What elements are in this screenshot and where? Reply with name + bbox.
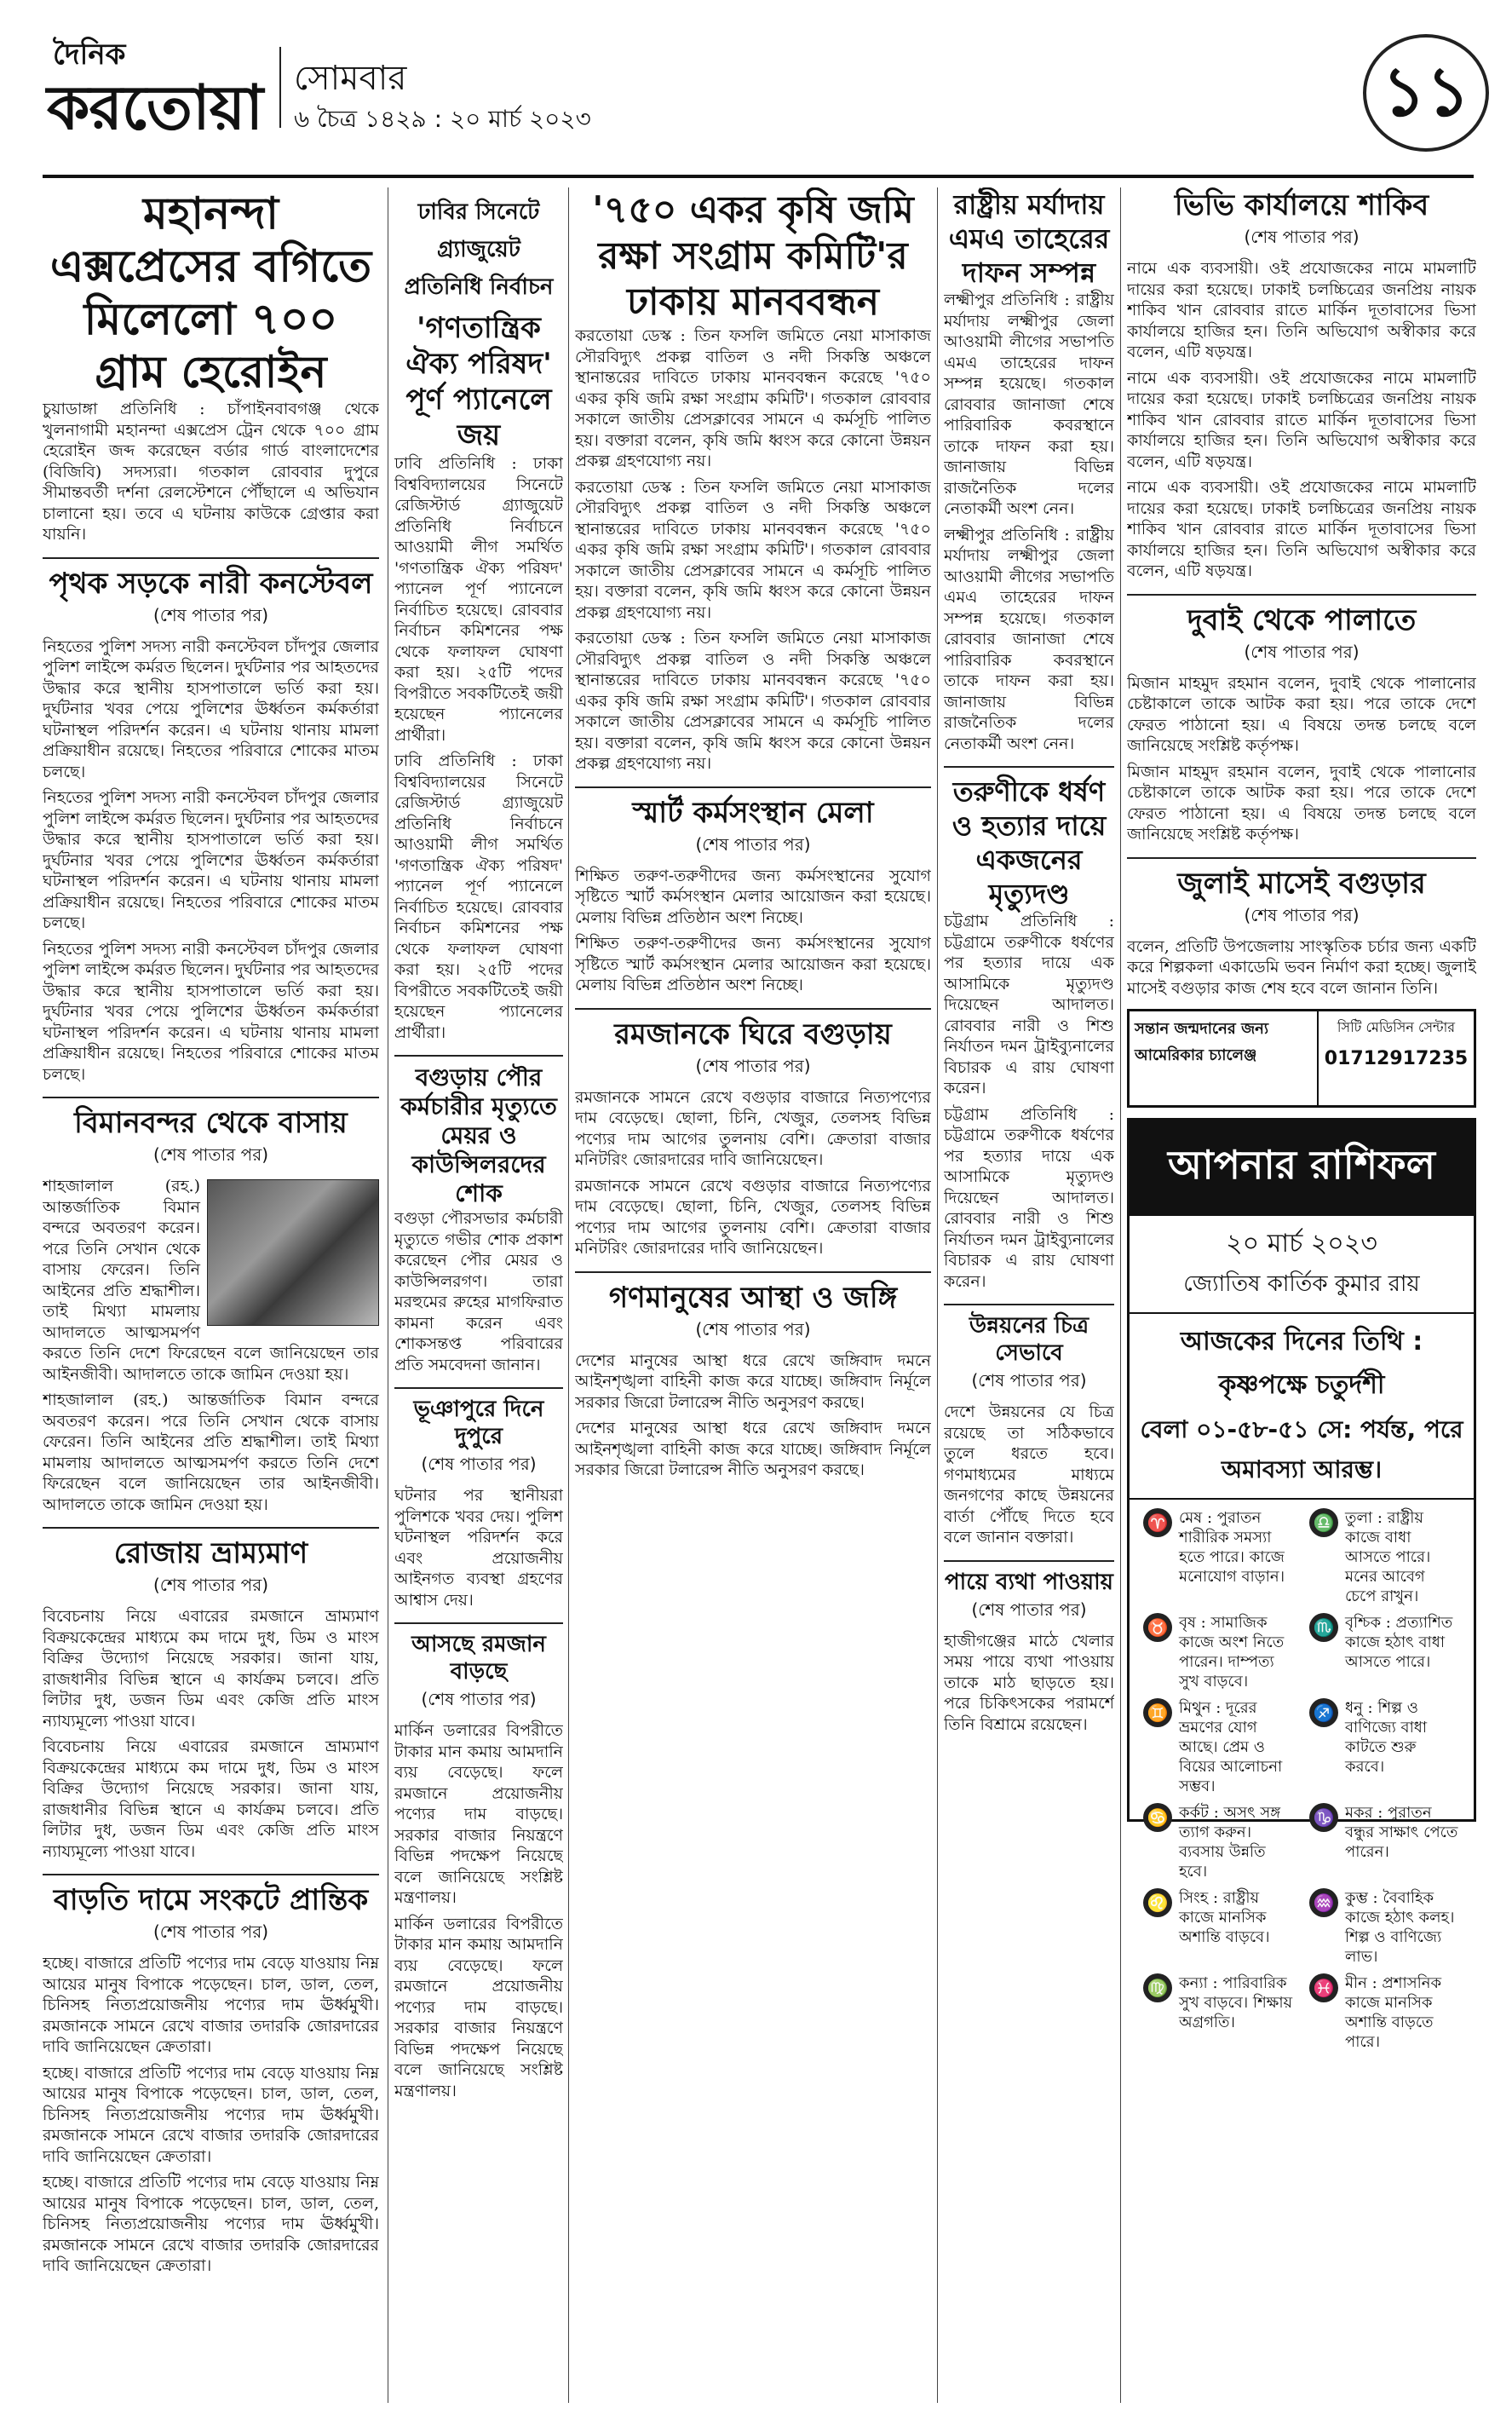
zodiac-text: বৃষ : সামাজিক কাজে অংশ নিতে পারেন। দাম্পত্য সুখ বাড়বে। [1179,1614,1285,1691]
article-body: দেশের মানুষের আস্থা ধরে রেখে জঙ্গিবাদ দমনে আইনশৃঙ্খলা বাহিনী কাজ করে যাচ্ছে। জঙ্গিবাদ নির্মূলে সরকার জিরো টলারেন্স নীতি অনুসরণ করছে। [575,1351,931,1412]
headline[interactable]: বগুড়ায় পৌর কর্মচারীর মৃত্যুতে মেয়র ও কাউন্সিলরদের শোক [400,1063,557,1207]
zodiac-entry [1143,1698,1294,1796]
divider [944,766,1114,768]
article-body: হাজীগঞ্জের মাঠে খেলার সময় পায়ে ব্যথা পাওয়ায় তাকে মাঠ ছাড়তে হয়। পরে চিকিৎসকের পরামর্শে তিনি বিশ্রামে রয়েছেন। [944,1631,1114,1734]
article-body: করতোয়া ডেস্ক : তিন ফসলি জমিতে নেয়া মাসাকাজ সৌরবিদ্যুৎ প্রকল্প বাতিল ও নদী সিকস্তি অঞ্চলে স্থানান্তরের দাবিতে ঢাকায় মানববন্ধন করেছে '৭৫০ একর কৃষি জমি রক্ষা সংগ্রাম কমিটি'। গতকাল রোববার সকালে জাতীয় প্রেসক্লাবের সামনে এ কর্মসূচি পালিত হয়। বক্তারা বলেন, কৃষি জমি ধ্বংস করে কোনো উন্নয়ন প্রকল্প গ্রহণযোগ্য নয়। [575,629,931,773]
zodiac-text: কুম্ভ : বৈবাহিক কাজে হঠাৎ কলহ। শিল্প ও বাণিজ্যে লাভ। [1345,1889,1455,1966]
issue-day: সোমবার [294,59,407,98]
headline[interactable]: রমজানকে ঘিরে বগুড়ায় [614,1017,892,1051]
article-body: শিক্ষিত তরুণ-তরুণীদের জন্য কর্মসংস্থানের সুযোগ সৃষ্টিতে স্মার্ট কর্মসংস্থান মেলার আয়োজন করা হয়েছে। মেলায় বিভিন্ন প্রতিষ্ঠান অংশ নিচ্ছে। [575,934,931,994]
column-divider [937,187,938,2403]
zodiac-entry [1309,1508,1460,1606]
continued-note: (শেষ পাতার পর) [421,1689,537,1709]
ad-text: সন্তান জন্মদানের জন্য আমেরিকার চ্যালেঞ্জ [1135,1020,1269,1064]
article-body: নামে এক ব্যবসায়ী। ওই প্রযোজকের নামে মামলাটি দায়ের করা হয়েছে। ঢাকাই চলচ্চিত্রের জনপ্রিয় নায়ক শাকিব খান রোববার রাতে মার্কিন দূতাবাসের ভিসা কার্যালয়ে হাজির হন। তিনি অভিযোগ অস্বীকার করে বলেন, এটি ষড়যন্ত্র। [1127,478,1476,580]
article-body: লক্ষ্মীপুর প্রতিনিধি : রাষ্ট্রীয় মর্যাদায় লক্ষ্মীপুর জেলা আওয়ামী লীগের সভাপতি এমএ তাহেরের দাফন সম্পন্ন হয়েছে। গতকাল রোববার জানাজা শেষে পারিবারিক কবরস্থানে তাকে দাফন করা হয়। জানাজায় বিভিন্ন রাজনৈতিক দলের নেতাকর্মী অংশ নেন। [944,291,1114,518]
headline[interactable]: দুবাই থেকে পালাতে [1187,602,1417,637]
headline[interactable]: জুলাই মাসেই বগুড়ার [1177,866,1426,901]
advertisement[interactable] [1127,1009,1476,1108]
article-body: মার্কিন ডলারের বিপরীতে টাকার মান কমায় আমদানি ব্যয় বেড়েছে। ফলে রমজানে প্রয়োজনীয় পণ্যের দাম বাড়ছে। সরকার বাজার নিয়ন্ত্রণে বিভিন্ন পদক্ষেপ নিয়েছে বলে জানিয়েছে সংশ্লিষ্ট মন্ত্রণালয়। [394,1721,563,1907]
page-number: ১১ [1363,34,1489,152]
article-body: নামে এক ব্যবসায়ী। ওই প্রযোজকের নামে মামলাটি দায়ের করা হয়েছে। ঢাকাই চলচ্চিত্রের জনপ্রিয় নায়ক শাকিব খান রোববার রাতে মার্কিন দূতাবাসের ভিসা কার্যালয়ে হাজির হন। তিনি অভিযোগ অস্বীকার করে বলেন, এটি ষড়যন্ত্র। [1127,368,1476,471]
article-body: মিজান মাহমুদ রহমান বলেন, দুবাই থেকে পালানোর চেষ্টাকালে তাকে আটক করা হয়। পরে তাকে দেশে ফেরত পাঠানো হয়। এ বিষয়ে তদন্ত চলছে বলে জানিয়েছে সংশ্লিষ্ট কর্তৃপক্ষ। [1127,673,1476,755]
article-body: ঢাবি প্রতিনিধি : ঢাকা বিশ্ববিদ্যালয়ের সিনেটে রেজিস্টার্ড গ্র্যাজুয়েট প্রতিনিধি নির্বাচনে আওয়ামী লীগ সমর্থিত 'গণতান্ত্রিক ঐক্য পরিষদ' প্যানেল পূর্ণ প্যানেলে নির্বাচিত হয়েছে। রোববার নির্বাচন কমিশনের পক্ষ থেকে ফলাফল ঘোষণা করা হয়। ২৫টি পদের বিপরীতে সবকটিতেই জয়ী হয়েছেন প্যানেলের প্রার্থীরা। [394,454,563,745]
zodiac-entry [1309,1698,1460,1796]
headline[interactable]: গণমানুষের আস্থা ও জঙ্গি [608,1280,898,1315]
continued-note: (শেষ পাতার পর) [971,1370,1087,1391]
zodiac-icon: ♒ [1309,1888,1338,1917]
headline[interactable]: মহানন্দা এক্সপ্রেসের বগিতে মিলেলো ৭০০ গ্রাম হেরোইন [49,188,372,398]
zodiac-icon: ♉ [1143,1613,1172,1642]
continued-note: (শেষ পাতার পর) [152,1144,269,1165]
zodiac-icon: ♑ [1309,1803,1338,1832]
continued-note: (শেষ পাতার পর) [695,833,811,855]
article-body: নিহতের পুলিশ সদস্য নারী কনস্টেবল চাঁদপুর জেলার পুলিশ লাইন্সে কর্মরত ছিলেন। দুর্ঘটনার পর আহতদের উদ্ধার করে স্থানীয় হাসপাতালে ভর্তি করা হয়। দুর্ঘটনার খবর পেয়ে পুলিশের ঊর্ধ্বতন কর্মকর্তারা ঘটনাস্থল পরিদর্শন করেন। এ ঘটনায় থানায় মামলা প্রক্রিয়াধীন রয়েছে। নিহতের পরিবারে শোকের মাতম চলছে। [43,637,379,781]
article-body: বিবেচনায় নিয়ে এবারের রমজানে ভ্রাম্যমাণ বিক্রয়কেন্দ্রের মাধ্যমে কম দামে দুধ, ডিম ও মাংস বিক্রির উদ্যোগ নিয়েছে সরকার। জানা যায়, রাজধানীর বিভিন্ন স্থানে এ কার্যক্রম চলবে। প্রতি লিটার দুধ, ডজন ডিম এবং কেজি প্রতি মাংস ন্যায্যমূল্যে পাওয়া যাবে। [43,1607,379,1731]
headline[interactable]: ভিভি কার্যালয়ে শাকিব [1174,188,1429,222]
article-body: দেশে উন্নয়নের যে চিত্র রয়েছে তা সঠিকভাবে তুলে ধরতে হবে। গণমাধ্যমের মাধ্যমে জনগণের কাছে উন্নয়নের বার্তা পৌঁছে দিতে হবে বলে জানান বক্তারা। [944,1403,1114,1547]
continued-note: (শেষ পাতার পর) [1244,904,1360,925]
headline[interactable]: উন্নয়নের চিত্র সেভাবে [969,1313,1089,1366]
article-body: নিহতের পুলিশ সদস্য নারী কনস্টেবল চাঁদপুর জেলার পুলিশ লাইন্সে কর্মরত ছিলেন। দুর্ঘটনার পর আহতদের উদ্ধার করে স্থানীয় হাসপাতালে ভর্তি করা হয়। দুর্ঘটনার খবর পেয়ে পুলিশের ঊর্ধ্বতন কর্মকর্তারা ঘটনাস্থল পরিদর্শন করেন। এ ঘটনায় থানায় মামলা প্রক্রিয়াধীন রয়েছে। নিহতের পরিবারে শোকের মাতম চলছে। [43,939,379,1084]
article-body: দেশের মানুষের আস্থা ধরে রেখে জঙ্গিবাদ দমনে আইনশৃঙ্খলা বাহিনী কাজ করে যাচ্ছে। জঙ্গিবাদ নির্মূলে সরকার জিরো টলারেন্স নীতি অনুসরণ করছে। [575,1419,931,1479]
column-1 [43,187,379,2403]
tithi-text: আজকের দিনের তিথি : কৃষ্ণপক্ষে চতুর্দশী [1180,1327,1423,1400]
horoscope-date: ২০ মার্চ ২০২৩ [1226,1229,1377,1259]
article-body: ঘটনার পর স্থানীয়রা পুলিশকে খবর দেয়। পুলিশ ঘটনাস্থল পরিদর্শন করে এবং প্রয়োজনীয় আইনগত ব্যবস্থা গ্রহণের আশ্বাস দেয়। [394,1486,563,1610]
ad-phone: 01712917235 [1324,1048,1469,1069]
headline[interactable]: রাষ্ট্রীয় মর্যাদায় এমএ তাহেরের দাফন সম্পন্ন [948,188,1110,289]
divider [394,1387,563,1389]
article-body: করতোয়া ডেস্ক : তিন ফসলি জমিতে নেয়া মাসাকাজ সৌরবিদ্যুৎ প্রকল্প বাতিল ও নদী সিকস্তি অঞ্চলে স্থানান্তরের দাবিতে ঢাকায় মানববন্ধন করেছে '৭৫০ একর কৃষি জমি রক্ষা সংগ্রাম কমিটি'। গতকাল রোববার সকালে জাতীয় প্রেসক্লাবের সামনে এ কর্মসূচি পালিত হয়। বক্তারা বলেন, কৃষি জমি ধ্বংস করে কোনো উন্নয়ন প্রকল্প গ্রহণযোগ্য নয়। [575,326,931,470]
divider [575,1008,931,1010]
zodiac-icon: ♏ [1309,1613,1338,1642]
zodiac-entry [1143,1803,1294,1881]
divider [575,1271,931,1273]
article-body: ঢাবি প্রতিনিধি : ঢাকা বিশ্ববিদ্যালয়ের সিনেটে রেজিস্টার্ড গ্র্যাজুয়েট প্রতিনিধি নির্বাচনে আওয়ামী লীগ সমর্থিত 'গণতান্ত্রিক ঐক্য পরিষদ' প্যানেল পূর্ণ প্যানেলে নির্বাচিত হয়েছে। রোববার নির্বাচন কমিশনের পক্ষ থেকে ফলাফল ঘোষণা করা হয়। ২৫টি পদের বিপরীতে সবকটিতেই জয়ী হয়েছেন প্যানেলের প্রার্থীরা। [394,752,563,1042]
article-body: হচ্ছে। বাজারে প্রতিটি পণ্যের দাম বেড়ে যাওয়ায় নিম্ন আয়ের মানুষ বিপাকে পড়েছেন। চাল, ডাল, তেল, চিনিসহ নিত্যপ্রয়োজনীয় পণ্যের দাম ঊর্ধ্বমুখী। রমজানকে সামনে রেখে বাজার তদারকি জোরদারের দাবি জানিয়েছেন ক্রেতারা। [43,1954,379,2056]
continued-note: (শেষ পাতার পর) [152,604,269,625]
zodiac-text: মিথুন : দূরের ভ্রমণের যোগ আছে। প্রেম ও বিয়ের আলোচনা সম্ভব। [1179,1699,1283,1795]
zodiac-icon: ♋ [1143,1803,1172,1832]
article-body: হচ্ছে। বাজারে প্রতিটি পণ্যের দাম বেড়ে যাওয়ায় নিম্ন আয়ের মানুষ বিপাকে পড়েছেন। চাল, ডাল, তেল, চিনিসহ নিত্যপ্রয়োজনীয় পণ্যের দাম ঊর্ধ্বমুখী। রমজানকে সামনে রেখে বাজার তদারকি জোরদারের দাবি জানিয়েছেন ক্রেতারা। [43,2063,379,2166]
article-body: শিক্ষিত তরুণ-তরুণীদের জন্য কর্মসংস্থানের সুযোগ সৃষ্টিতে স্মার্ট কর্মসংস্থান মেলার আয়োজন করা হয়েছে। মেলায় বিভিন্ন প্রতিষ্ঠান অংশ নিচ্ছে। [575,866,931,927]
article-body: চুয়াডাঙ্গা প্রতিনিধি : চাঁপাইনবাবগঞ্জ থেকে খুলনাগামী মহানন্দা এক্সপ্রেস ট্রেন থেকে ৭০০ গ্রাম হেরোইন জব্দ করেছেন বর্ডার গার্ড বাংলাদেশের (বিজিবি) সদস্যরা। গতকাল রোববার দুপুরে সীমান্তবর্তী দর্শনা রেলস্টেশনে পৌঁছালে এ অভিযান চালানো হয়। তবে এ ঘটনায় কাউকে গ্রেপ্তার করা যায়নি। [43,400,379,544]
continued-note: (শেষ পাতার পর) [695,1318,811,1339]
article-body: নিহতের পুলিশ সদস্য নারী কনস্টেবল চাঁদপুর জেলার পুলিশ লাইন্সে কর্মরত ছিলেন। দুর্ঘটনার পর আহতদের উদ্ধার করে স্থানীয় হাসপাতালে ভর্তি করা হয়। দুর্ঘটনার খবর পেয়ে পুলিশের ঊর্ধ্বতন কর্মকর্তারা ঘটনাস্থল পরিদর্শন করেন। এ ঘটনায় থানায় মামলা প্রক্রিয়াধীন রয়েছে। নিহতের পরিবারে শোকের মাতম চলছে। [43,788,379,932]
horoscope-author: জ্যোতিষ কার্তিক কুমার রায় [1183,1271,1420,1297]
zodiac-text: মেষ : পুরাতন শারীরিক সমস্যা হতে পারে। কাজে মনোযোগ বাড়ান। [1179,1509,1285,1586]
zodiac-text: সিংহ : রাষ্ট্রীয় কাজে মানসিক অশান্তি বাড়বে। [1179,1889,1270,1946]
headline[interactable]: রোজায় ভ্রাম্যমাণ [113,1536,308,1570]
issue-date: ৬ চৈত্র ১৪২৯ : ২০ মার্চ ২০২৩ [294,105,591,133]
divider [1127,594,1476,596]
divider [1127,857,1476,859]
zodiac-entry [1309,1803,1460,1881]
headline[interactable]: আসছে রমজান বাড়ছে [411,1632,546,1685]
headline[interactable]: বাড়তি দামে সংকটে প্রান্তিক [53,1883,369,1917]
zodiac-text: তুলা : রাষ্ট্রীয় কাজে বাধা আসতে পারে। মনের আবেগ চেপে রাখুন। [1345,1509,1431,1605]
zodiac-entry [1309,1973,1460,2052]
article-body: চট্টগ্রাম প্রতিনিধি : চট্টগ্রামে তরুণীকে ধর্ষণের পর হত্যার দায়ে এক আসামিকে মৃত্যুদণ্ড দিয়েছেন আদালত। রোববার নারী ও শিশু নির্যাতন দমন ট্রাইব্যুনালের বিচারক এ রায় ঘোষণা করেন। [944,1104,1114,1291]
zodiac-entry [1143,1508,1294,1606]
column-4 [944,187,1114,2403]
article-body: বলেন, প্রতিটি উপজেলায় সাংস্কৃতিক চর্চার জন্য একটি করে শিল্পকলা একাডেমি ভবন নির্মাণ করা হচ্ছে। জুলাই মাসেই বগুড়ার কাজ শেষ হবে বলে জানান তিনি। [1127,936,1476,998]
article-body: করতোয়া ডেস্ক : তিন ফসলি জমিতে নেয়া মাসাকাজ সৌরবিদ্যুৎ প্রকল্প বাতিল ও নদী সিকস্তি অঞ্চলে স্থানান্তরের দাবিতে ঢাকায় মানববন্ধন করেছে '৭৫০ একর কৃষি জমি রক্ষা সংগ্রাম কমিটি'। গতকাল রোববার সকালে জাতীয় প্রেসক্লাবের সামনে এ কর্মসূচি পালিত হয়। বক্তারা বলেন, কৃষি জমি ধ্বংস করে কোনো উন্নয়ন প্রকল্প গ্রহণযোগ্য নয়। [575,477,931,622]
article-body: হচ্ছে। বাজারে প্রতিটি পণ্যের দাম বেড়ে যাওয়ায় নিম্ন আয়ের মানুষ বিপাকে পড়েছেন। চাল, ডাল, তেল, চিনিসহ নিত্যপ্রয়োজনীয় পণ্যের দাম ঊর্ধ্বমুখী। রমজানকে সামনে রেখে বাজার তদারকি জোরদারের দাবি জানিয়েছেন ক্রেতারা। [43,2173,379,2275]
zodiac-text: কন্যা : পারিবারিক সুখ বাড়বে। শিক্ষায় অগ্রগতি। [1179,1974,1293,2031]
zodiac-text: মকর : পুরাতন বন্ধুর সাক্ষাৎ পেতে পারেন। [1345,1804,1458,1861]
headline[interactable]: পায়ে ব্যথা পাওয়ায় [945,1569,1113,1595]
divider [43,1874,379,1875]
continued-note: (শেষ পাতার পর) [1244,641,1360,662]
continued-note: (শেষ পাতার পর) [695,1055,811,1076]
headline[interactable]: পৃথক সড়কে নারী কনস্টেবল [49,566,373,601]
zodiac-icon: ♓ [1309,1973,1338,2002]
zodiac-text: কর্কট : অসৎ সঙ্গ ত্যাগ করুন। ব্যবসায় উন্নতি হবে। [1179,1804,1281,1881]
tithi-time: বেলা ০১-৫৮-৫১ সে: পর্যন্ত, পরে অমাবস্যা আরম্ভ। [1140,1415,1463,1483]
continued-note: (শেষ পাতার পর) [152,1575,269,1595]
article-body: বিবেচনায় নিয়ে এবারের রমজানে ভ্রাম্যমাণ বিক্রয়কেন্দ্রের মাধ্যমে কম দামে দুধ, ডিম ও মাংস বিক্রির উদ্যোগ নিয়েছে সরকার। জানা যায়, রাজধানীর বিভিন্ন স্থানে এ কার্যক্রম চলবে। প্রতি লিটার দুধ, ডজন ডিম এবং কেজি প্রতি মাংস ন্যায্যমূল্যে পাওয়া যাবে। [43,1737,379,1861]
zodiac-entry [1143,1613,1294,1691]
article-body: মিজান মাহমুদ রহমান বলেন, দুবাই থেকে পালানোর চেষ্টাকালে তাকে আটক করা হয়। পরে তাকে দেশে ফেরত পাঠানো হয়। এ বিষয়ে তদন্ত চলছে বলে জানিয়েছে সংশ্লিষ্ট কর্তৃপক্ষ। [1127,762,1476,844]
headline[interactable]: '৭৫০ একর কৃষি জমি রক্ষা সংগ্রাম কমিটি'র ঢাকায় মানববন্ধন [592,188,914,324]
headline[interactable]: স্মার্ট কর্মসংস্থান মেলা [632,795,874,830]
continued-note: (শেষ পাতার পর) [421,1454,537,1474]
newspaper-logo: করতোয়া [47,72,263,143]
divider [944,1560,1114,1562]
continued-note: (শেষ পাতার পর) [971,1599,1087,1620]
divider [394,1055,563,1057]
divider [43,557,379,559]
divider [944,1304,1114,1305]
logo-prefix: দৈনিক [53,37,126,72]
zodiac-icon: ♎ [1309,1508,1338,1537]
divider [575,786,931,788]
horoscope-box [1127,1118,1476,2051]
header-rule [43,175,1474,178]
news-photo [207,1179,379,1326]
zodiac-entry [1143,1973,1294,2052]
column-divider [1120,187,1121,2403]
headline[interactable]: বিমানবন্দর থেকে বাসায় [74,1106,348,1140]
article-body: রমজানকে সামনে রেখে বগুড়ার বাজারে নিত্যপণ্যের দাম বেড়েছে। ছোলা, চিনি, খেজুর, তেলসহ বিভিন্ন পণ্যের দাম আগের তুলনায় বেশি। ক্রেতারা বাজার মনিটরিং জোরদারের দাবি জানিয়েছেন। [575,1087,931,1169]
zodiac-icon: ♐ [1309,1698,1338,1727]
zodiac-text: বৃশ্চিক : প্রত্যাশিত কাজে হঠাৎ বাধা আসতে পারে। [1345,1614,1453,1671]
article-body: রমজানকে সামনে রেখে বগুড়ার বাজারে নিত্যপণ্যের দাম বেড়েছে। ছোলা, চিনি, খেজুর, তেলসহ বিভিন্ন পণ্যের দাম আগের তুলনায় বেশি। ক্রেতারা বাজার মনিটরিং জোরদারের দাবি জানিয়েছেন। [575,1176,931,1258]
divider [394,1622,563,1624]
article-body: বগুড়া পৌরসভার কর্মচারী মৃত্যুতে গভীর শোক প্রকাশ করেছেন পৌর মেয়র ও কাউন্সিলরগণ। তারা মরহুমের রুহের মাগফিরাত কামনা করেন এবং শোকসন্তপ্ত পরিবারের প্রতি সমবেদনা জানান। [394,1209,563,1374]
zodiac-entry [1143,1888,1294,1967]
article-body: মার্কিন ডলারের বিপরীতে টাকার মান কমায় আমদানি ব্যয় বেড়েছে। ফলে রমজানে প্রয়োজনীয় পণ্যের দাম বাড়ছে। সরকার বাজার নিয়ন্ত্রণে বিভিন্ন পদক্ষেপ নিয়েছে বলে জানিয়েছে সংশ্লিষ্ট মন্ত্রণালয়। [394,1914,563,2100]
horoscope-title: আপনার রাশিফল [1130,1120,1474,1216]
zodiac-grid [1130,1500,1474,2060]
kicker: ঢাবির সিনেটে গ্র্যাজুয়েট প্রতিনিধি নির্বাচন [404,199,554,300]
article-body: শাহজালাল (রহ.) আন্তর্জাতিক বিমান বন্দরে অবতরণ করেন। পরে তিনি সেখান থেকে বাসায় ফেরেন। তিনি আইনের প্রতি শ্রদ্ধাশীল। তাই মিথ্যা মামলায় আদালতে আত্মসমর্পণ করতে তিনি দেশে ফিরেছেন বলে জানিয়েছেন তার আইনজীবী। আদালতে তাকে জামিন দেওয়া হয়। [43,1177,379,1384]
zodiac-icon: ♊ [1143,1698,1172,1727]
zodiac-icon: ♍ [1143,1973,1172,2002]
zodiac-text: ধনু : শিল্প ও বাণিজ্যে বাধা কাটতে শুরু করবে। [1345,1699,1428,1776]
article-body: চট্টগ্রাম প্রতিনিধি : চট্টগ্রামে তরুণীকে ধর্ষণের পর হত্যার দায়ে এক আসামিকে মৃত্যুদণ্ড দিয়েছেন আদালত। রোববার নারী ও শিশু নির্যাতন দমন ট্রাইব্যুনালের বিচারক এ রায় ঘোষণা করেন। [944,912,1114,1097]
tithi-line [1130,1312,1474,1500]
divider [43,1527,379,1529]
zodiac-text: মীন : প্রশাসনিক কাজে মানসিক অশান্তি বাড়তে পারে। [1345,1974,1442,2051]
headline[interactable]: 'গণতান্ত্রিক ঐক্য পরিষদ' পূর্ণ প্যানেলে জয় [405,311,552,452]
column-5 [1127,187,1476,2403]
column-3 [575,187,931,2403]
zodiac-entry [1309,1888,1460,1967]
ad-brand: সিটি মেডিসিন সেন্টার [1337,1019,1456,1035]
headline[interactable]: তরুণীকে ধর্ষণ ও হত্যার দায়ে একজনের মৃত্যুদণ্ড [951,775,1107,910]
column-divider [568,187,569,2403]
article-body: লক্ষ্মীপুর প্রতিনিধি : রাষ্ট্রীয় মর্যাদায় লক্ষ্মীপুর জেলা আওয়ামী লীগের সভাপতি এমএ তাহেরের দাফন সম্পন্ন হয়েছে। গতকাল রোববার জানাজা শেষে পারিবারিক কবরস্থানে তাকে দাফন করা হয়। জানাজায় বিভিন্ন রাজনৈতিক দলের নেতাকর্মী অংশ নেন। [944,525,1114,753]
masthead [0,0,1512,183]
zodiac-icon: ♌ [1143,1888,1172,1917]
headline[interactable]: ভূঞাপুরে দিনে দুপুরে [413,1397,544,1449]
zodiac-entry [1309,1613,1460,1691]
continued-note: (শেষ পাতার পর) [152,1921,269,1942]
header-divider [279,47,281,128]
zodiac-icon: ♈ [1143,1508,1172,1537]
divider [43,1097,379,1098]
continued-note: (শেষ পাতার পর) [1244,227,1360,247]
column-2 [394,187,563,2403]
article-body: নামে এক ব্যবসায়ী। ওই প্রযোজকের নামে মামলাটি দায়ের করা হয়েছে। ঢাকাই চলচ্চিত্রের জনপ্রিয় নায়ক শাকিব খান রোববার রাতে মার্কিন দূতাবাসের ভিসা কার্যালয়ে হাজির হন। তিনি অভিযোগ অস্বীকার করে বলেন, এটি ষড়যন্ত্র। [1127,259,1476,361]
article-body: শাহজালাল (রহ.) আন্তর্জাতিক বিমান বন্দরে অবতরণ করেন। পরে তিনি সেখান থেকে বাসায় ফেরেন। তিনি আইনের প্রতি শ্রদ্ধাশীল। তাই মিথ্যা মামলায় আদালতে আত্মসমর্পণ করতে তিনি দেশে ফিরেছেন বলে জানিয়েছেন তার আইনজীবী। আদালতে তাকে জামিন দেওয়া হয়। [43,1391,379,1514]
